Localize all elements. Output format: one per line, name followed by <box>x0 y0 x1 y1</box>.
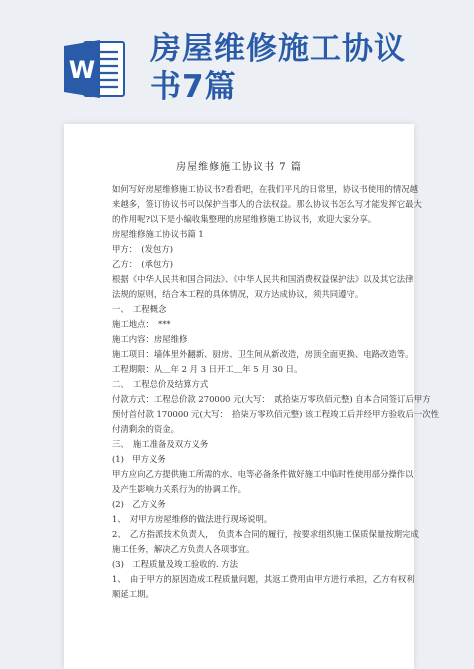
document-title: 房屋维修施工协议书 7 篇 <box>176 162 302 173</box>
title-line-1: 房屋维修施工协议 <box>150 31 406 67</box>
text-line: 施工任务，解决乙方负责人各项事宜。 <box>112 544 255 554</box>
text-line: 2、 乙方指派技术负责人， 负责本合同的履行，按要求组织施工保质保量按期完成 <box>112 529 419 539</box>
text-line: 如何写好房屋维修施工协议书?看看吧，在我们平凡的日常里，协议书使用的情况越 <box>112 184 418 194</box>
text-line: 甲方： (发包方) <box>112 244 173 254</box>
svg-text:W: W <box>68 56 96 84</box>
text-line: 1、 对甲方房屋维修的做法进行现场说明。 <box>112 514 273 524</box>
text-line: 法规的原则，结合本工程的具体情况，双方达成协议，须共同遵守。 <box>112 289 364 299</box>
page-title <box>150 30 450 106</box>
text-line: 施工项目：墙体里外翻新、厨房、卫生间从新改造，房顶全面更换、电路改造等。 <box>112 349 414 359</box>
text-line: 甲方应向乙方提供施工所需的水、电等必备条件做好施工中临时性使用部分操作以 <box>112 469 414 479</box>
text-line: 一、 工程概念 <box>112 304 167 314</box>
document-header <box>0 0 474 118</box>
text-line: 二、 工程总价及结算方式 <box>112 379 209 389</box>
text-line: 及产生影响力关系行为的协调工作。 <box>112 484 246 494</box>
document-body <box>112 182 440 602</box>
text-line: 根据《中华人民共和国合同法》、《中华人民共和国消费权益保护法》以及其它法律 <box>112 274 414 284</box>
text-line: 房屋维修施工协议书篇 1 <box>112 229 204 239</box>
text-line: 付清剩余的资金。 <box>112 424 179 434</box>
document-page <box>64 124 440 669</box>
text-line: 预付首付款 170000 元(大写： 拾柒万零玖佰元整) 该工程竣工后并经甲方验收后一次性 <box>112 409 440 419</box>
text-line: 三、 施工准备及双方义务 <box>112 439 209 449</box>
text-line: 1、 由于甲方的原因造成工程质量问题，其返工费用由甲方进行承担，乙方有权利 <box>112 574 415 584</box>
text-line: (3) 工程质量及竣工验收的. 方法 <box>112 559 239 569</box>
word-document-icon <box>62 36 128 102</box>
text-line: (2) 乙方义务 <box>112 499 166 509</box>
text-line: (1) 甲方义务 <box>112 454 166 464</box>
text-line: 工程期限：从＿年 2 月 3 日开工＿年 5 月 30 日。 <box>112 364 303 374</box>
text-line: 付款方式：工程总价款 270000 元(大写： 贰拾柒万零玖佰元整) 自本合同签订后甲方 <box>112 394 431 404</box>
text-line: 来越多，签订协议书可以保护当事人的合法权益。那么协议书怎么写才能发挥它最大 <box>112 199 422 209</box>
title-line-2: 书7篇 <box>150 69 237 105</box>
text-line: 的作用呢?以下是小编收集整理的房屋维修施工协议书，欢迎大家分享。 <box>112 214 377 224</box>
text-line: 乙方： (承包方) <box>112 259 173 269</box>
text-line: 施工地点： *** <box>112 319 171 329</box>
text-line: 顺延工期。 <box>112 589 154 599</box>
text-line: 施工内容：房屋维修 <box>112 334 188 344</box>
